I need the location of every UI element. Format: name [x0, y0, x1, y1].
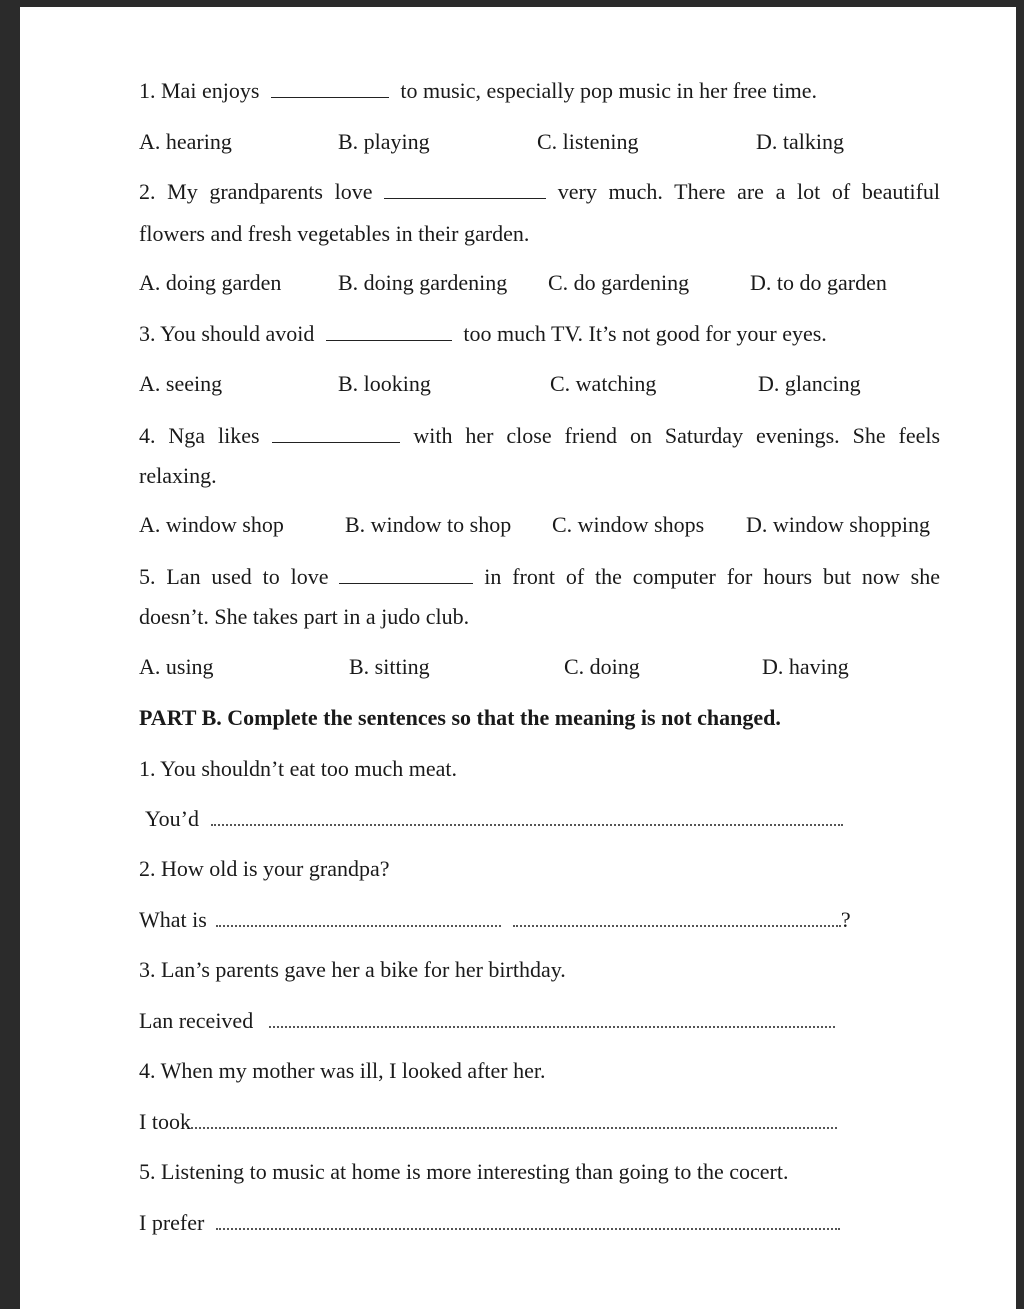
answer-line[interactable] — [211, 806, 843, 826]
part-b-sentence-1: 1. You shouldn’t eat too much meat. — [139, 756, 457, 781]
question-2-cont: flowers and fresh vegetables in their garden. — [139, 221, 530, 246]
part-b-rewrite-3 — [139, 1006, 940, 1036]
question-text: 2. My grandparents love — [139, 179, 373, 204]
question-5-cont: doesn’t. She takes part in a judo club. — [139, 604, 470, 629]
question-text: 1. Mai enjoys — [139, 78, 260, 103]
question-text: 5. Lan used to love — [139, 564, 329, 589]
option-d[interactable]: D. glancing — [758, 371, 861, 396]
rewrite-starter: Lan received — [139, 1008, 254, 1033]
part-b-rewrite-1 — [145, 804, 940, 834]
rewrite-starter: What is — [139, 907, 207, 932]
part-b-sentence-5: 5. Listening to music at home is more interesting than going to the cocert. — [139, 1159, 789, 1184]
part-b-rewrite-2 — [139, 905, 940, 935]
option-d[interactable]: D. having — [762, 654, 849, 679]
answer-blank[interactable] — [339, 565, 473, 584]
answer-line[interactable] — [191, 1109, 837, 1129]
question-5 — [139, 562, 940, 592]
question-text: with her close friend on Saturday evenings. She feels — [413, 423, 941, 448]
question-1 — [139, 76, 940, 106]
part-b-heading: PART B. Complete the sentences so that the meaning is not changed. — [139, 705, 781, 730]
option-c[interactable]: C. watching — [550, 371, 657, 396]
question-text: very much. There are a lot of beautiful — [557, 179, 941, 204]
option-b[interactable]: B. sitting — [349, 654, 430, 679]
option-a[interactable]: A. window shop — [139, 512, 284, 537]
option-a[interactable]: A. seeing — [139, 371, 223, 396]
answer-line[interactable] — [269, 1008, 835, 1028]
question-text: too much TV. It’s not good for your eyes. — [463, 321, 827, 346]
option-b[interactable]: B. window to shop — [345, 512, 512, 537]
rewrite-starter: I took — [139, 1109, 191, 1134]
option-c[interactable]: C. do gardening — [548, 270, 690, 295]
question-text: to music, especially pop music in her free time. — [400, 78, 818, 103]
question-mark: ? — [840, 907, 851, 932]
answer-blank[interactable] — [384, 180, 546, 199]
answer-blank[interactable] — [272, 424, 400, 443]
option-c[interactable]: C. window shops — [552, 512, 705, 537]
part-b-sentence-3: 3. Lan’s parents gave her a bike for her birthday. — [139, 957, 566, 982]
option-d[interactable]: D. window shopping — [746, 512, 930, 537]
answer-blank[interactable] — [271, 79, 389, 98]
part-b-rewrite-5 — [139, 1208, 940, 1238]
part-b-rewrite-4 — [139, 1107, 940, 1137]
part-b-sentence-4: 4. When my mother was ill, I looked after her. — [139, 1058, 546, 1083]
question-text: 3. You should avoid — [139, 321, 315, 346]
question-text: in front of the computer for hours but now she — [484, 564, 941, 589]
option-b[interactable]: B. doing gardening — [338, 270, 508, 295]
option-c[interactable]: C. doing — [564, 654, 640, 679]
option-b[interactable]: B. playing — [338, 129, 430, 154]
part-b-sentence-2: 2. How old is your grandpa? — [139, 856, 390, 881]
question-4 — [139, 421, 940, 451]
answer-line[interactable] — [216, 1210, 840, 1230]
question-4-cont: relaxing. — [139, 463, 217, 488]
question-3 — [139, 319, 940, 349]
rewrite-starter: I prefer — [139, 1210, 205, 1235]
question-text: 4. Nga likes — [139, 423, 260, 448]
question-2 — [139, 177, 940, 207]
answer-line[interactable] — [216, 907, 501, 927]
option-d[interactable]: D. to do garden — [750, 270, 887, 295]
option-a[interactable]: A. doing garden — [139, 270, 282, 295]
option-a[interactable]: A. hearing — [139, 129, 232, 154]
option-c[interactable]: C. listening — [537, 129, 639, 154]
rewrite-starter: You’d — [145, 806, 200, 831]
option-b[interactable]: B. looking — [338, 371, 431, 396]
answer-blank[interactable] — [326, 322, 452, 341]
option-d[interactable]: D. talking — [756, 129, 844, 154]
option-a[interactable]: A. using — [139, 654, 214, 679]
answer-line[interactable] — [513, 907, 841, 927]
